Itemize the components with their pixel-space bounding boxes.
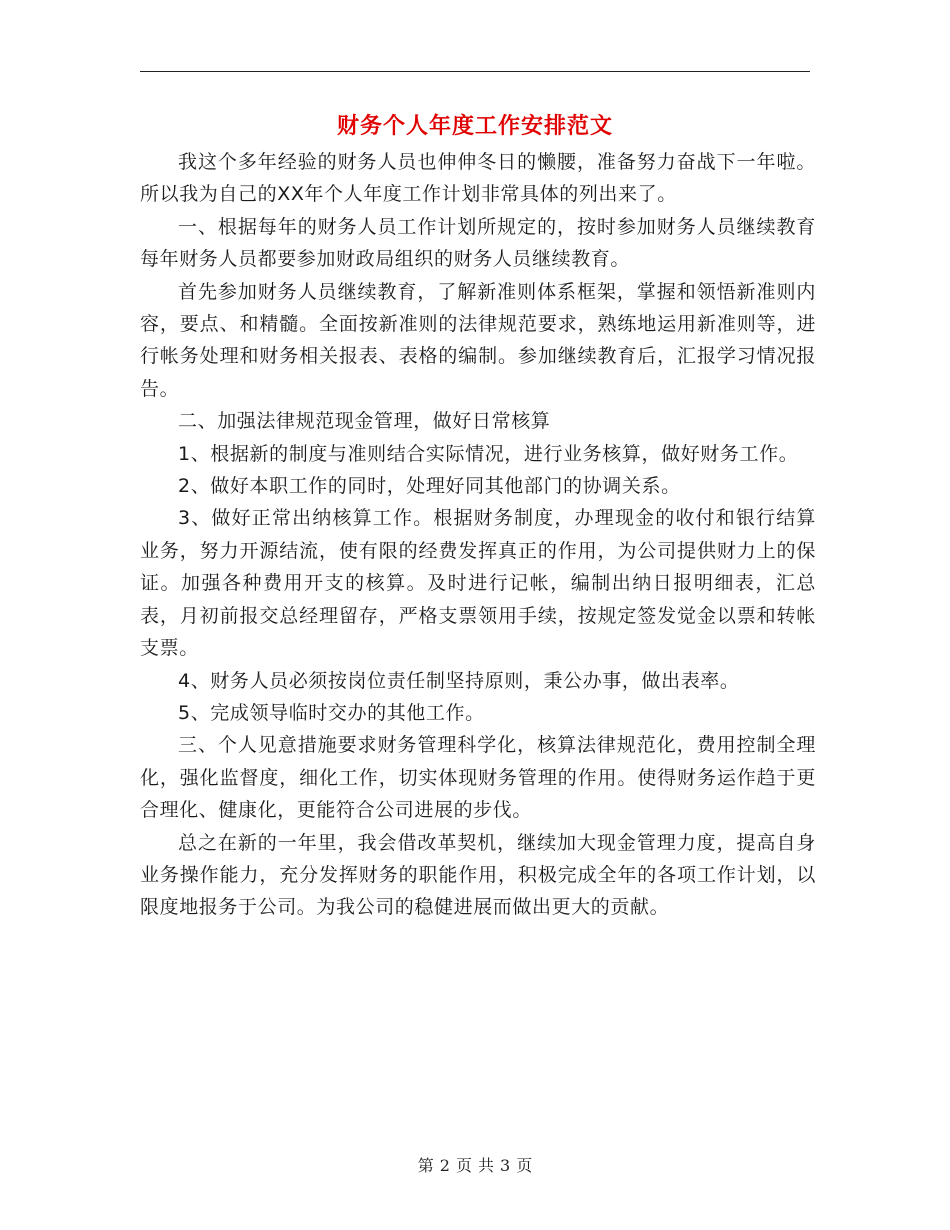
paragraph-section-1: 一、根据每年的财务人员工作计划所规定的，按时参加财务人员继续教育每年财务人员都要参加财政局组织的财务人员继续教育。	[140, 215, 816, 271]
document-title: 财务个人年度工作安排范文	[336, 113, 613, 139]
footer-label-page: 第	[417, 1156, 434, 1175]
paragraph-section-2: 二、加强法律规范现金管理，做好日常核算	[178, 410, 551, 433]
paragraph-section-3: 三、个人见意措施要求财务管理科学化，核算法律规范化，费用控制全理化，强化监督度，细化工作，切实体现财务管理的作用。使得财务运作趋于更合理化、健康化，更能符合公司进展的步伐。	[140, 734, 816, 822]
footer-label-unit-2: 页	[516, 1156, 533, 1175]
paragraph-intro: 我这个多年经验的财务人员也伸伸冬日的懒腰，准备努力奋战下一年啦。所以我为自己的XX年个人年度工作计划非常具体的列出来了。	[140, 151, 816, 206]
paragraph-item-3: 3、做好正常出纳核算工作。根据财务制度，办理现金的收付和银行结算业务，努力开源结流，使有限的经费发挥真正的作用，为公司提供财力上的保证。加强各种费用开支的核算。及时进行记帐，编制出纳日报明细表，汇总表，月初前报交总经理留存，严格支票领用手续，按规定签发觉金以票和转帐支票。	[140, 507, 816, 660]
document-body	[140, 146, 816, 924]
footer-current-page: 2	[439, 1156, 450, 1175]
footer-total-pages: 3	[500, 1156, 511, 1175]
paragraph-conclusion: 总之在新的一年里，我会借改革契机，继续加大现金管理力度，提高自身业务操作能力，充分发挥财务的职能作用，积极完成全年的各项工作计划，以限度地报务于公司。为我公司的稳健进展而做出更大的贡献。	[140, 831, 816, 919]
paragraph-education: 首先参加财务人员继续教育，了解新准则体系框架，掌握和领悟新准则内容，要点、和精髓。全面按新准则的法律规范要求，熟练地运用新准则等，进行帐务处理和财务相关报表、表格的编制。参加继续教育后，汇报学习情况报告。	[140, 280, 816, 400]
paragraph-item-4: 4、财务人员必须按岗位责任制坚持原则，秉公办事，做出表率。	[178, 669, 740, 692]
paragraph-item-2: 2、做好本职工作的同时，处理好同其他部门的协调关系。	[178, 475, 681, 498]
page-footer	[0, 1153, 950, 1176]
footer-label-total: 共	[478, 1156, 495, 1175]
header-rule	[140, 71, 810, 72]
paragraph-item-5: 5、完成领导临时交办的其他工作。	[178, 701, 485, 724]
paragraph-item-1: 1、根据新的制度与准则结合实际情况，进行业务核算，做好财务工作。	[178, 442, 799, 465]
footer-label-unit: 页	[455, 1156, 472, 1175]
